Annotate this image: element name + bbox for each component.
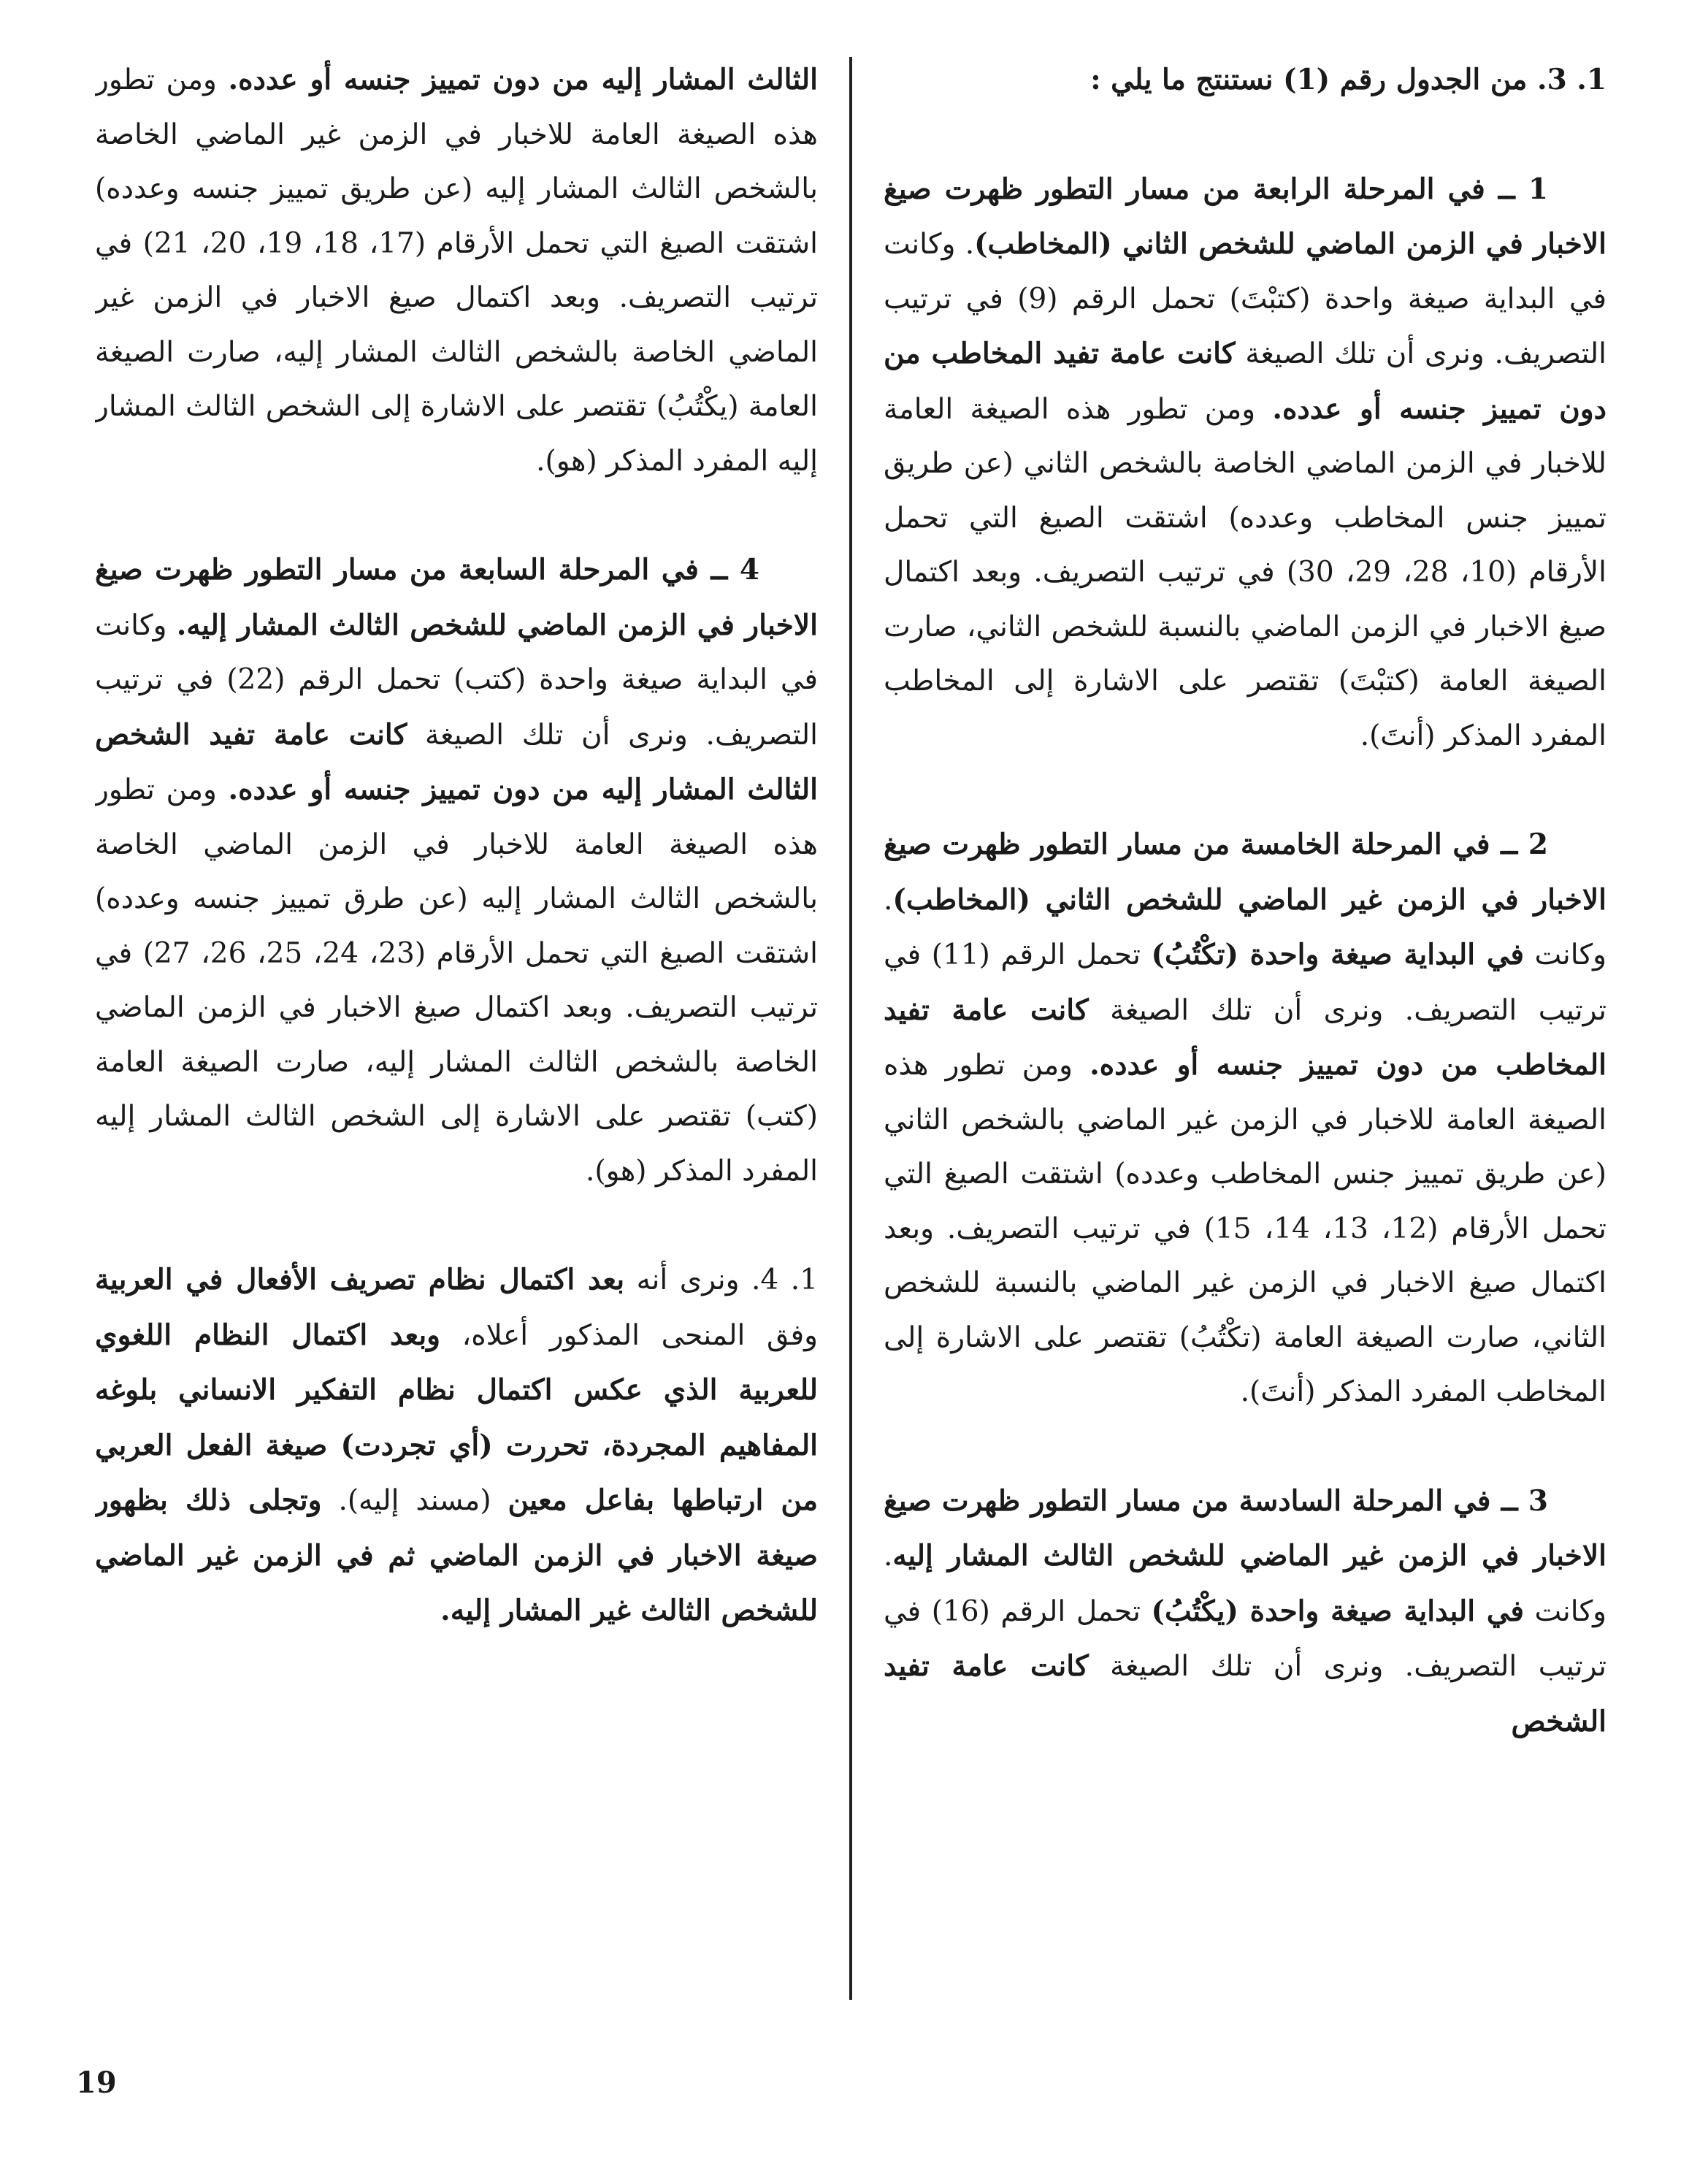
paragraph-item-3-continued — [95, 53, 818, 489]
text-run: تحمل الرقم (11) في ترتيب التصريف. ونرى أن تلك الصيغة — [884, 939, 1606, 1027]
paragraph-item-4 — [95, 543, 818, 1199]
text-run: ومن تطور هذه الصيغة العامة للاخبار في الزمن الماضي الخاصة بالشخص الثالث المشار إليه (عن طرق تمييز جنسه وعدده) اشتقت الصيغ التي تحمل الأرقام (23، 24، 25، 26، 27) في ترتيب التصريف. وبعد اكتمال صيغ الاخبار في الزمن الماضي الخاصة بالشخص الثالث المشار إليه، صارت الصيغة العامة (كتب) تقتصر على الاشارة إلى الشخص الثالث المشار إليه المفرد المذكر (هو). — [95, 773, 818, 1188]
text-run: وفق المنحى المذكور أعلاه، — [440, 1318, 818, 1352]
paragraph-item-1 — [884, 162, 1606, 764]
bold-phrase: في البداية صيغة واحدة (يكْتُبُ) — [1151, 1594, 1524, 1628]
right-column — [884, 53, 1606, 2010]
column-divider — [849, 57, 852, 2000]
bold-phrase: 3 ــ في المرحلة السادسة من مسار التطور ظهرت صيغ الاخبار في الزمن غير الماضي للشخص الثالث المشار إليه — [884, 1483, 1606, 1573]
text-run: ومن تطور هذه الصيغة العامة للاخبار في الزمن غير الماضي الخاصة بالشخص الثالث المشار إليه (عن طريق تمييز جنسه وعدده) اشتقت الصيغ التي تحمل الأرقام (17، 18، 19، 20، 21) في ترتيب التصريف. وبعد اكتمال صيغ الاخبار في الزمن غير الماضي الخاصة بالشخص الثالث المشار إليه، صارت الصيغة العامة (يكْتُبُ) تقتصر على الاشارة إلى الشخص الثالث المشار إليه المفرد المذكر (هو). — [95, 64, 818, 478]
text-run: 1. 4. ونرى أنه — [624, 1264, 818, 1296]
text-run: . وكانت في البداية صيغة واحدة (كتبْتَ) — [884, 228, 1606, 316]
bold-phrase: كانت عامة تفيد الشخص الثالث المشار إليه من دون تمييز جنسه أو عدده. — [95, 717, 818, 806]
text-run: ومن تطور هذه الصيغة العامة للاخبار في الزمن الماضي الخاصة بالشخص الثاني (عن طريق تمييز جنس المخاطب وعدده) اشتقت الصيغ التي تحمل الأرقام (10، 28، 29، 30) في ترتيب التصريف. وبعد اكتمال صيغ الاخبار في الزمن الماضي بالنسبة للشخص الثاني، صارت الصيغة العامة (كتبْتَ) تقتصر على الاشارة إلى المخاطب المفرد المذكر (أنتَ). — [884, 392, 1606, 752]
bold-phrase: كانت عامة تفيد المخاطب من دون تمييز جنسه أو عدده. — [884, 337, 1606, 426]
text-run: . وكانت — [884, 883, 1606, 971]
bold-phrase: 4 ــ في المرحلة السابعة من مسار التطور ظهرت صيغ الاخبار في الزمن الماضي للشخص الثالث المشار إليه. — [95, 553, 818, 642]
bold-phrase: الثالث المشار إليه من دون تمييز جنسه أو عدده. — [228, 63, 818, 96]
page-number: 19 — [76, 2066, 117, 2100]
text-run: تحمل الرقم (16) في ترتيب التصريف. ونرى أن تلك الصيغة — [884, 1594, 1606, 1683]
bold-phrase: وتجلى ذلك بظهور صيغة الاخبار في الزمن الماضي ثم في الزمن غير الماضي للشخص الثالث غير المشار إليه. — [95, 1483, 818, 1627]
text-run: ومن تطور هذه الصيغة العامة للاخبار في الزمن غير الماضي بالشخص الثاني (عن طريق تمييز جنس المخاطب وعدده) اشتقت الصيغ التي تحمل الأرقام (12، 13، 14، 15) في ترتيب التصريف. وبعد اكتمال صيغ الاخبار في الزمن غير الماضي بالنسبة للشخص الثاني، صارت الصيغة العامة (تكْتُبُ) تقتصر على الاشارة إلى المخاطب المفرد المذكر (أنتَ). — [884, 1049, 1606, 1408]
bold-phrase: 2 ــ في المرحلة الخامسة من مسار التطور ظهرت صيغ الاخبار في الزمن غير الماضي للشخص الثاني (المخاطب) — [884, 828, 1606, 917]
bold-phrase: في البداية صيغة واحدة (تكْتُبُ) — [1151, 938, 1524, 971]
section-conclusion — [95, 1253, 818, 1639]
section-intro — [884, 53, 1606, 108]
text-run: تحمل الرقم (9) في ترتيب التصريف. ونرى أن تلك الصيغة — [884, 282, 1606, 370]
text-run: . وكانت — [884, 1540, 1606, 1628]
bold-phrase: وبعد اكتمال النظام اللغوي للعربية الذي عكس اكتمال نظام التفكير الانساني بلوغه المفاهيم المجردة، تحررت (أي تجردت) صيغة الفعل العربي من ارتباطها بفاعل معين — [95, 1318, 818, 1517]
bold-phrase: 1 ــ في المرحلة الرابعة من مسار التطور ظهرت صيغ الاخبار في الزمن الماضي للشخص الثاني (المخاطب) — [884, 172, 1606, 261]
text-run: وكانت في البداية صيغة واحدة (كتب) تحمل الرقم (22) في ترتيب التصريف. ونرى أن تلك الصيغة — [95, 608, 818, 752]
paragraph-item-2 — [884, 817, 1606, 1420]
bold-phrase: كانت عامة تفيد المخاطب من دون تمييز جنسه أو عدده. — [884, 993, 1606, 1082]
bold-phrase: كانت عامة تفيد الشخص — [884, 1649, 1606, 1738]
text-run: (مسند إليه). — [321, 1484, 508, 1517]
paragraph-item-3 — [884, 1474, 1606, 1750]
bold-phrase: بعد اكتمال نظام تصريف الأفعال في العربية — [95, 1263, 625, 1296]
section-heading: 1. 3. من الجدول رقم (1) نستنتج ما يلي : — [1090, 63, 1606, 96]
left-column — [95, 53, 818, 2010]
